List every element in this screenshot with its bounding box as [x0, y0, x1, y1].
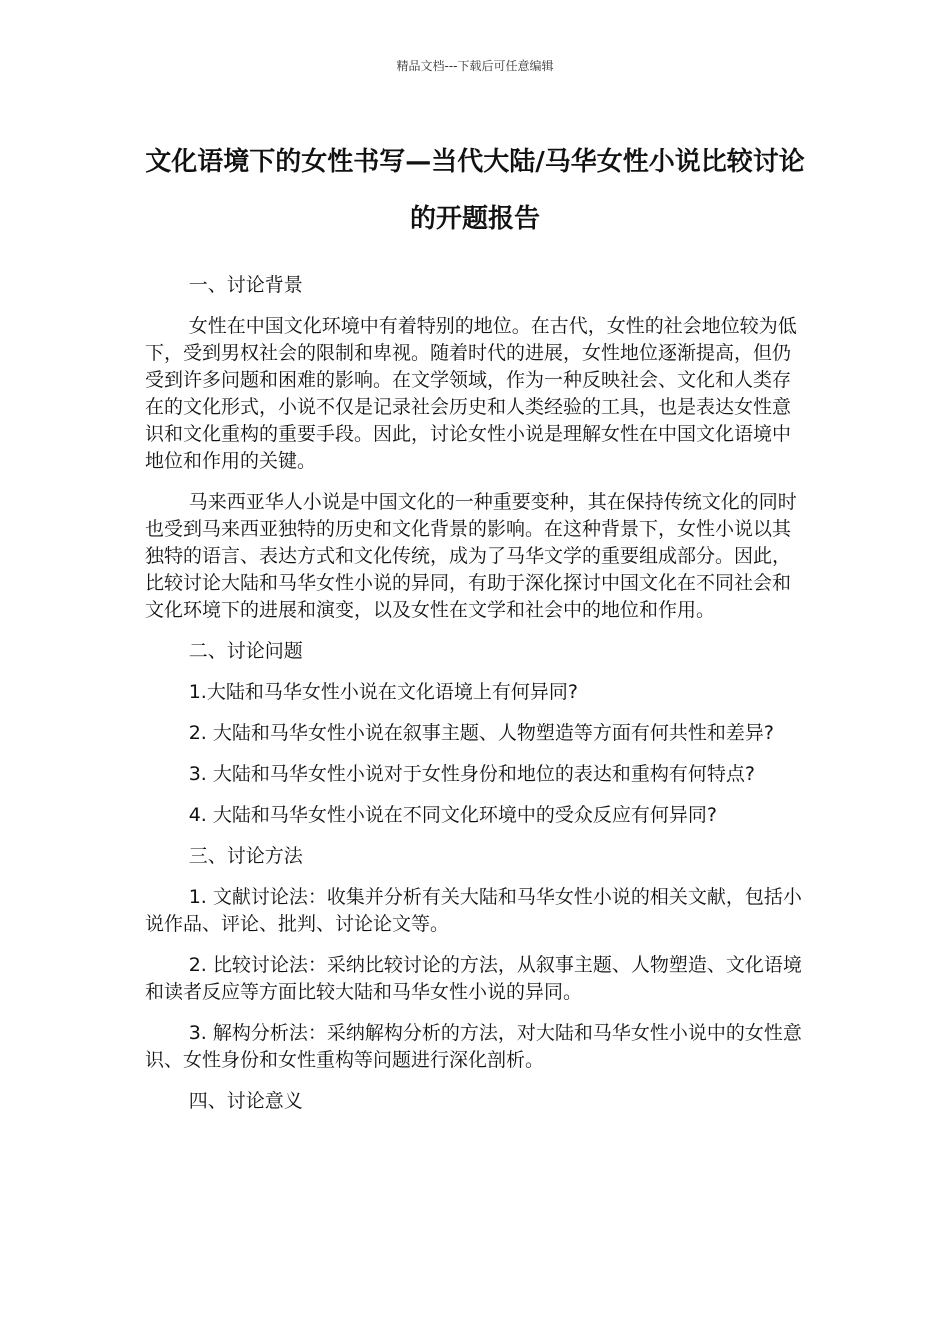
paragraph-background-2: 马来西亚华人小说是中国文化的一种重要变种，其在保持传统文化的同时也受到马来西亚独特的历史和文化背景的影响。在这种背景下，女性小说以其独特的语言、表达方式和文化传统，成为了马华文学的重要组成部分。因此，比较讨论大陆和马华女性小说的异同，有助于深化探讨中国文化在不同社会和文化环境下的进展和演变，以及女性在文学和社会中的地位和作用。: [145, 491, 797, 621]
question-item: 3. 大陆和马华女性小说对于女性身份和地位的表达和重构有何特点?: [188, 763, 755, 785]
question-item: 2. 大陆和马华女性小说在叙事主题、人物塑造等方面有何共性和差异?: [188, 722, 774, 744]
document-body: [145, 272, 805, 1129]
question-item: 1.大陆和马华女性小说在文化语境上有何异同?: [188, 681, 578, 703]
paragraph-background-1: 女性在中国文化环境中有着特别的地位。在古代，女性的社会地位较为低下，受到男权社会的限制和卑视。随着时代的进展，女性地位逐渐提高，但仍受到许多问题和困难的影响。在文学领域，作为一种反映社会、文化和人类存在的文化形式，小说不仅是记录社会历史和人类经验的工具，也是表达女性意识和文化重构的重要手段。因此，讨论女性小说是理解女性在中国文化语境中地位和作用的关键。: [145, 315, 797, 472]
document-title: 文化语境下的女性书写—当代大陆/马华女性小说比较讨论的开题报告: [145, 147, 805, 234]
section-heading-significance: 四、讨论意义: [188, 1090, 303, 1112]
section-heading-questions: 二、讨论问题: [188, 640, 303, 662]
method-item: 1. 文献讨论法：收集并分析有关大陆和马华女性小说的相关文献，包括小说作品、评论、批判、讨论论文等。: [145, 886, 802, 935]
section-heading-background: 一、讨论背景: [188, 274, 303, 296]
method-item: 2. 比较讨论法：采纳比较讨论的方法，从叙事主题、人物塑造、文化语境和读者反应等方面比较大陆和马华女性小说的异同。: [145, 954, 802, 1003]
method-item: 3. 解构分析法：采纳解构分析的方法，对大陆和马华女性小说中的女性意识、女性身份和女性重构等问题进行深化剖析。: [145, 1022, 802, 1071]
section-heading-methods: 三、讨论方法: [188, 845, 303, 867]
question-item: 4. 大陆和马华女性小说在不同文化环境中的受众反应有何异同?: [188, 804, 717, 826]
header-note: 精品文档---下载后可任意编辑: [396, 59, 554, 73]
